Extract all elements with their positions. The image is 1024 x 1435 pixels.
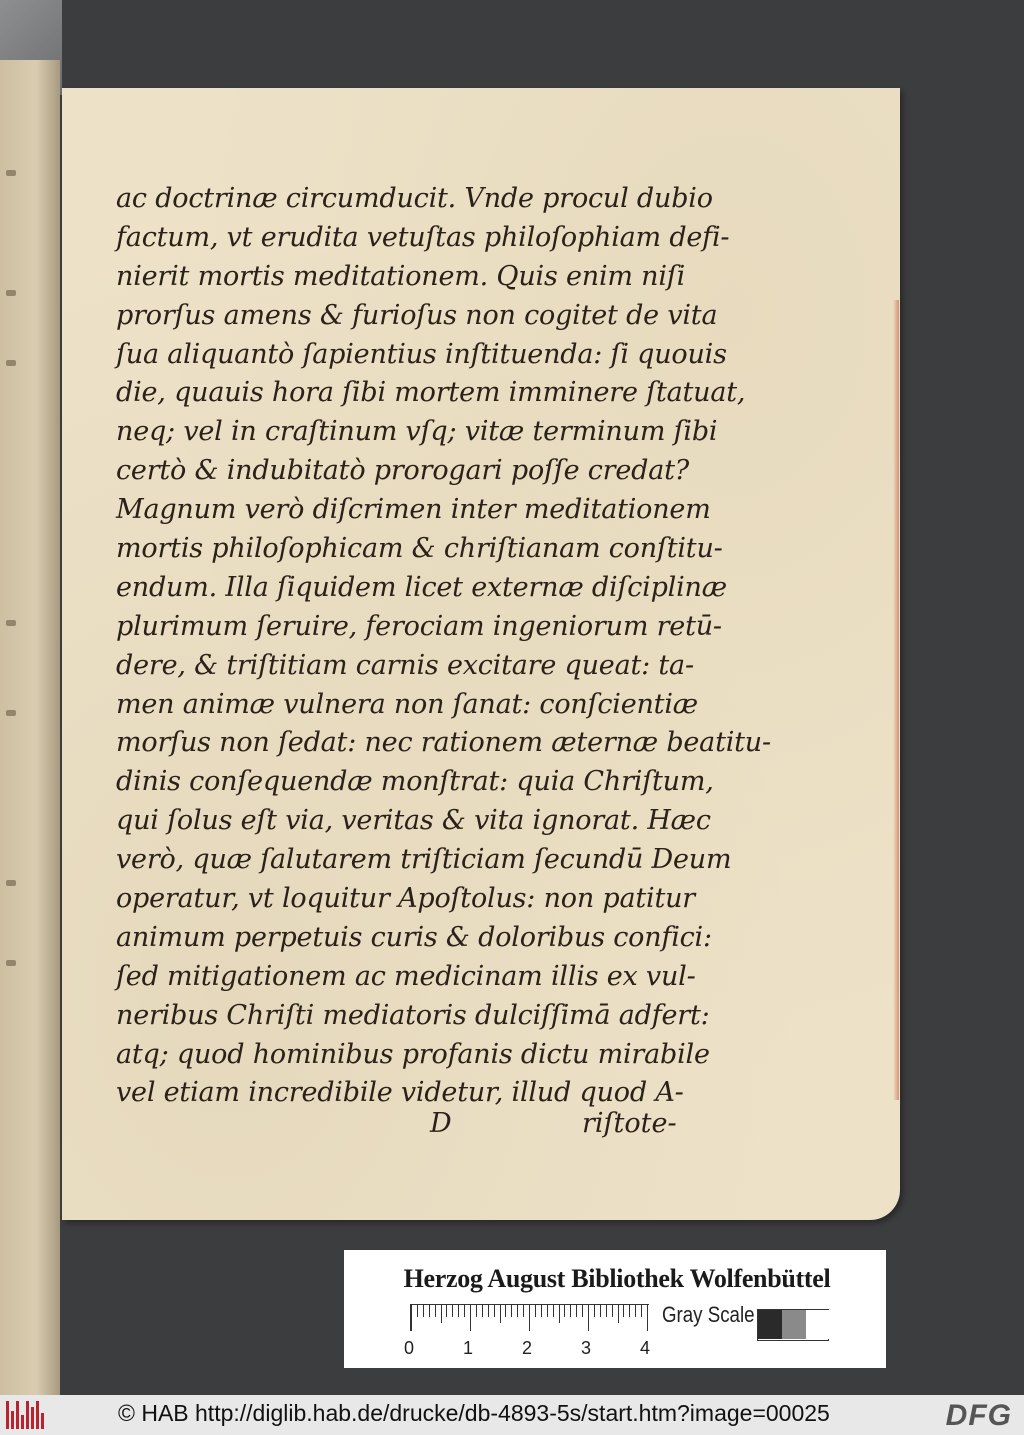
library-name: Herzog August Bibliothek Wolfenbüttel [403,1264,831,1293]
ruler-tick [564,1305,565,1317]
ruler [410,1304,649,1331]
ruler-tick [417,1305,418,1317]
ruler-tick [647,1305,648,1331]
ruler-number: 1 [463,1338,474,1358]
ruler-tick [523,1305,524,1317]
gray-scale-label: Gray Scale [662,1302,755,1327]
text-line: factum, vt erudita vetuſtas philoſophiam defi- [116,221,730,253]
ruler-tick [576,1305,577,1317]
library-color-card [344,1250,886,1368]
ruler-tick [482,1305,483,1317]
ruler-tick [606,1305,607,1317]
ruler-tick [517,1305,518,1317]
ruler-tick [511,1305,512,1317]
text-line: ac doctrinæ circumducit. Vnde procul dubio [116,183,713,214]
copyright-url[interactable]: © HAB http://diglib.hab.de/drucke/db-4893-5s/start.htm?image=00025 [118,1400,830,1426]
ruler-tick [623,1305,624,1317]
text-line: qui ſolus eſt via, veritas & vita ignorat. Hæc [116,805,711,837]
ruler-number: 2 [522,1338,533,1358]
viewer-footer [0,1395,1024,1435]
ruler-tick [435,1305,436,1317]
hab-barcode-logo-icon [6,1401,46,1429]
ruler-tick [411,1305,412,1331]
text-line: animum perpetuis curis & doloribus confici: [116,921,712,953]
text-line: vel etiam incredibile videtur, illud quod A- [116,1077,684,1109]
ruler-tick [635,1305,636,1317]
ruler-tick [618,1305,619,1323]
gray-swatch-light [806,1310,830,1339]
text-line: certò & indubitatò prorogari poſſe credat? [116,455,690,487]
ruler-number: 0 [404,1338,415,1358]
text-line: ſua aliquantò ſapientius inſtituenda: ſi quouis [116,338,727,370]
ruler-tick [494,1305,495,1317]
gray-scale-swatch [757,1309,829,1341]
ruler-tick [541,1305,542,1317]
ruler-tick [612,1305,613,1317]
ruler-tick [641,1305,642,1317]
text-line: die, quauis hora ſibi mortem imminere ſtatuat, [116,377,746,409]
text-line: ſed mitigationem ac medicinam illis ex vul- [116,960,696,992]
text-line: men animæ vulnera non ſanat: conſcientiæ [116,688,698,720]
ruler-tick [423,1305,424,1317]
ruler-tick [529,1305,530,1331]
ruler-tick [547,1305,548,1317]
ruler-tick [452,1305,453,1317]
ruler-tick [488,1305,489,1317]
catchword: riſtote- [582,1108,677,1139]
ruler-tick [505,1305,506,1317]
page-red-edge [893,300,899,1100]
text-line: prorſus amens & furioſus non cogitet de vita [116,299,718,331]
text-line: operatur, vt loquitur Apoſtolus: non patitur [116,883,696,915]
page-text-block [116,180,771,1113]
ruler-tick [559,1305,560,1323]
text-line: dinis conſequendæ monſtrat: quia Chriſtum, [116,766,714,798]
text-line: endum. Illa ſiquidem licet externæ diſciplinæ [116,571,727,603]
ruler-tick [458,1305,459,1317]
ruler-tick [553,1305,554,1317]
gray-swatch-dark [758,1310,782,1339]
signature-mark: D [430,1108,452,1139]
ruler-tick [470,1305,471,1331]
ruler-tick [535,1305,536,1317]
ruler-tick [588,1305,589,1331]
ruler-tick [594,1305,595,1317]
text-line: Magnum verò diſcrimen inter meditationem [116,494,711,526]
ruler-tick [582,1305,583,1317]
ruler-tick [446,1305,447,1317]
ruler-tick [570,1305,571,1317]
ruler-tick [464,1305,465,1317]
ruler-tick [441,1305,442,1323]
ruler-number: 3 [581,1338,592,1358]
gray-swatch-mid [782,1310,806,1339]
ruler-tick [629,1305,630,1317]
text-line: neq; vel in craſtinum vſq; vitæ terminum ſibi [116,416,718,448]
text-line: dere, & triſtitiam carnis excitare queat: ta- [116,649,694,681]
text-line: neribus Chriſti mediatoris dulciſſimā adfert: [116,999,710,1031]
ruler-tick [476,1305,477,1317]
previous-page-edge [0,60,60,1395]
text-line: atq; quod hominibus profanis dictu mirabile [116,1038,710,1070]
text-line: mortis philoſophicam & chriſtianam conſtitu- [116,533,723,565]
dfg-logo: DFG [945,1399,1012,1432]
ruler-number: 4 [640,1338,651,1358]
text-line: plurimum ſeruire, ferociam ingeniorum retū- [116,610,722,642]
text-line: morſus non ſedat: nec rationem æternæ beatitu- [116,727,771,759]
ruler-tick [600,1305,601,1317]
ruler-tick [429,1305,430,1317]
ruler-tick [500,1305,501,1323]
text-line: verò, quæ ſalutarem triſticiam ſecundū Deum [116,844,732,876]
text-line: nierit mortis meditationem. Quis enim niſi [116,260,686,292]
